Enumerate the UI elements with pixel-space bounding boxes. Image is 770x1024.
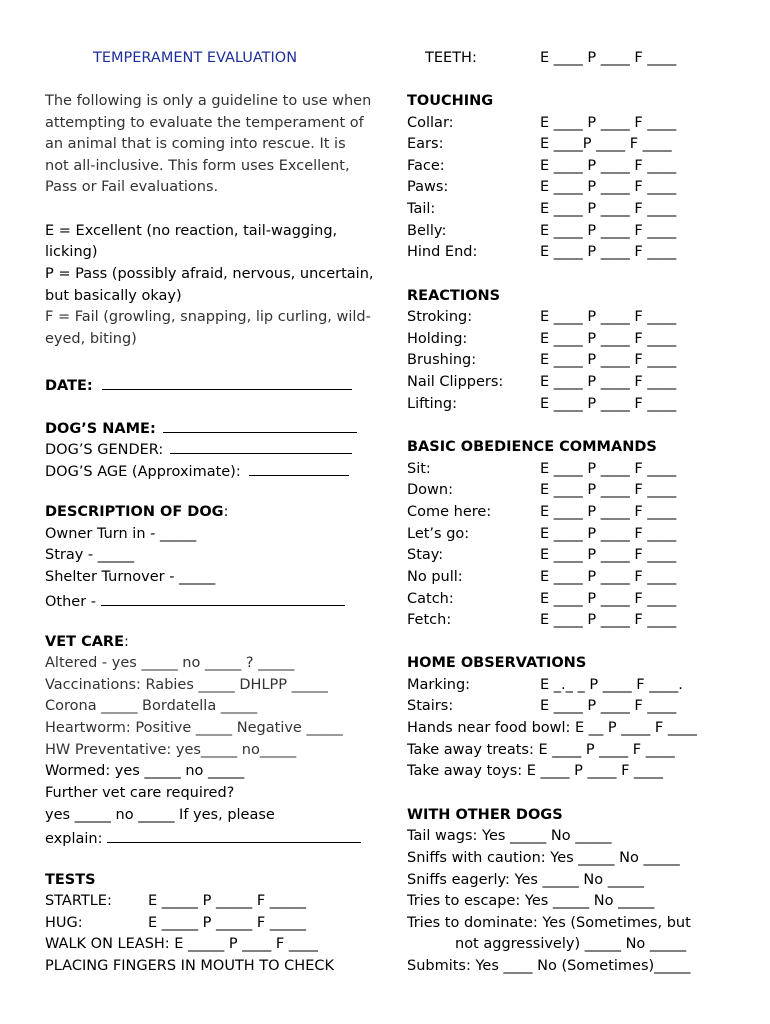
heartworm-row[interactable]: Heartworm: Positive _____ Negative _____ <box>45 720 343 736</box>
dog-age-label: DOG’S AGE (Approximate): <box>45 464 241 480</box>
legend-line: F = Fail (growling, snapping, lip curling, wild- <box>45 309 371 325</box>
submits-row[interactable]: Submits: Yes ____ No (Sometimes)_____ <box>407 958 691 974</box>
toys-row[interactable]: Take away toys: E ____ P ____ F ____ <box>407 763 664 779</box>
date-label: DATE: <box>45 378 93 394</box>
stray[interactable]: Stray - _____ <box>45 547 135 563</box>
reaction-label: Brushing: <box>407 352 477 368</box>
command-epf[interactable]: E ____ P ____ F ____ <box>540 482 677 498</box>
startle-label: STARTLE: <box>45 893 112 909</box>
dog-name-label: DOG’S NAME: <box>45 421 156 437</box>
vet-colon: : <box>124 634 129 650</box>
dominate-row-cont[interactable]: not aggressively) _____ No _____ <box>455 936 687 952</box>
obedience-heading: BASIC OBEDIENCE COMMANDS <box>407 439 657 455</box>
teeth-epf[interactable]: E ____ P ____ F ____ <box>540 50 677 66</box>
further-care-row: Further vet care required? <box>45 785 235 801</box>
other-dogs-heading: WITH OTHER DOGS <box>407 807 563 823</box>
other-row <box>45 589 345 613</box>
hug-epf[interactable]: E _____ P _____ F _____ <box>148 915 307 931</box>
touching-label: Paws: <box>407 179 449 195</box>
dog-name-field[interactable] <box>163 416 357 433</box>
command-epf[interactable]: E ____ P ____ F ____ <box>540 591 677 607</box>
command-label: Down: <box>407 482 453 498</box>
tests-heading: TESTS <box>45 872 96 888</box>
command-epf[interactable]: E ____ P ____ F ____ <box>540 526 677 542</box>
fingers-in-mouth-row: PLACING FINGERS IN MOUTH TO CHECK <box>45 958 335 974</box>
touching-epf[interactable]: E ____ P ____ F ____ <box>540 201 677 217</box>
other-label: Other - <box>45 594 101 610</box>
reaction-label: Stroking: <box>407 309 473 325</box>
command-label: Catch: <box>407 591 454 607</box>
sniffs-eagerly-row[interactable]: Sniffs eagerly: Yes _____ No _____ <box>407 872 644 888</box>
date-row <box>45 373 352 397</box>
command-label: Stay: <box>407 547 444 563</box>
touching-epf[interactable]: E ____ P ____ F ____ <box>540 158 677 174</box>
touching-epf[interactable]: E ____ P ____ F ____ <box>540 244 677 260</box>
reaction-epf[interactable]: E ____ P ____ F ____ <box>540 331 677 347</box>
reaction-epf[interactable]: E ____ P ____ F ____ <box>540 352 677 368</box>
touching-epf[interactable]: E ____ P ____ F ____ <box>540 223 677 239</box>
command-epf[interactable]: E ____ P ____ F ____ <box>540 612 677 628</box>
altered-row[interactable]: Altered - yes _____ no _____ ? _____ <box>45 655 295 671</box>
sniffs-caution-row[interactable]: Sniffs with caution: Yes _____ No _____ <box>407 850 680 866</box>
touching-epf[interactable]: E ____ P ____ F ____ <box>540 115 677 131</box>
legend-line: eyed, biting) <box>45 331 137 347</box>
dog-gender-field[interactable] <box>170 437 352 454</box>
legend-line: licking) <box>45 244 98 260</box>
intro-line: The following is only a guideline to use when <box>45 93 372 109</box>
command-epf[interactable]: E ____ P ____ F ____ <box>540 504 677 520</box>
legend-line: P = Pass (possibly afraid, nervous, uncertain, <box>45 266 374 282</box>
owner-turn-in[interactable]: Owner Turn in - _____ <box>45 526 197 542</box>
reaction-epf[interactable]: E ____ P ____ F ____ <box>540 396 677 412</box>
corona-row[interactable]: Corona _____ Bordatella _____ <box>45 698 258 714</box>
reaction-label: Lifting: <box>407 396 457 412</box>
vet-heading <box>45 632 129 653</box>
startle-epf[interactable]: E _____ P _____ F _____ <box>148 893 307 909</box>
reactions-heading: REACTIONS <box>407 288 501 304</box>
date-field[interactable] <box>102 373 352 390</box>
description-heading-text: DESCRIPTION OF DOG <box>45 504 224 520</box>
escape-row[interactable]: Tries to escape: Yes _____ No _____ <box>407 893 655 909</box>
home-heading: HOME OBSERVATIONS <box>407 655 587 671</box>
command-label: Let’s go: <box>407 526 470 542</box>
vet-heading-text: VET CARE <box>45 634 124 650</box>
dog-gender-label: DOG’S GENDER: <box>45 442 164 458</box>
reaction-label: Nail Clippers: <box>407 374 504 390</box>
reaction-label: Holding: <box>407 331 468 347</box>
touching-label: Face: <box>407 158 445 174</box>
walk-on-leash-row[interactable]: WALK ON LEASH: E _____ P ____ F ____ <box>45 936 318 952</box>
description-colon: : <box>223 504 229 520</box>
dog-gender-row <box>45 437 352 461</box>
other-field[interactable] <box>101 589 345 606</box>
command-label: Sit: <box>407 461 431 477</box>
command-label: No pull: <box>407 569 463 585</box>
touching-label: Collar: <box>407 115 454 131</box>
touching-epf[interactable]: E ____ P ____ F ____ <box>540 179 677 195</box>
hw-preventative-row[interactable]: HW Preventative: yes_____ no_____ <box>45 742 297 758</box>
marking-label: Marking: <box>407 677 471 693</box>
command-epf[interactable]: E ____ P ____ F ____ <box>540 461 677 477</box>
intro-line: an animal that is coming into rescue. It is <box>45 136 346 152</box>
teeth-label: TEETH: <box>425 50 477 66</box>
command-epf[interactable]: E ____ P ____ F ____ <box>540 547 677 563</box>
shelter-turnover[interactable]: Shelter Turnover - _____ <box>45 569 216 585</box>
marking-epf[interactable]: E _._ _ P ____ F ____. <box>540 677 683 693</box>
touching-label: Ears: <box>407 136 444 152</box>
dog-age-field[interactable] <box>249 459 349 476</box>
description-heading <box>45 502 228 523</box>
further-care-yes-no[interactable]: yes _____ no _____ If yes, please <box>45 807 275 823</box>
explain-field[interactable] <box>107 826 361 843</box>
reaction-epf[interactable]: E ____ P ____ F ____ <box>540 309 677 325</box>
intro-line: Pass or Fail evaluations. <box>45 179 219 195</box>
reaction-epf[interactable]: E ____ P ____ F ____ <box>540 374 677 390</box>
treats-row[interactable]: Take away treats: E ____ P ____ F ____ <box>407 742 675 758</box>
dog-age-row <box>45 459 349 483</box>
stairs-label: Stairs: <box>407 698 454 714</box>
vaccinations-row[interactable]: Vaccinations: Rabies _____ DHLPP _____ <box>45 677 328 693</box>
tail-wags-row[interactable]: Tail wags: Yes _____ No _____ <box>407 828 612 844</box>
legend-line: E = Excellent (no reaction, tail-wagging, <box>45 223 338 239</box>
dominate-row[interactable]: Tries to dominate: Yes (Sometimes, but <box>407 915 691 931</box>
wormed-row[interactable]: Wormed: yes _____ no _____ <box>45 763 245 779</box>
touching-label: Hind End: <box>407 244 478 260</box>
command-label: Come here: <box>407 504 492 520</box>
food-bowl-row[interactable]: Hands near food bowl: E __ P ____ F ____ <box>407 720 697 736</box>
command-epf[interactable]: E ____ P ____ F ____ <box>540 569 677 585</box>
legend-line: but basically okay) <box>45 288 182 304</box>
intro-line: attempting to evaluate the temperament of <box>45 115 364 131</box>
touching-label: Tail: <box>407 201 436 217</box>
touching-label: Belly: <box>407 223 447 239</box>
stairs-epf[interactable]: E ____ P ____ F ____ <box>540 698 677 714</box>
explain-row <box>45 826 361 850</box>
touching-heading: TOUCHING <box>407 93 494 109</box>
intro-line: not all-inclusive. This form uses Excellent, <box>45 158 350 174</box>
page-title: TEMPERAMENT EVALUATION <box>93 50 298 66</box>
command-label: Fetch: <box>407 612 452 628</box>
hug-label: HUG: <box>45 915 83 931</box>
explain-label: explain: <box>45 831 108 847</box>
touching-epf[interactable]: E ____P ____ F ____ <box>540 136 672 152</box>
